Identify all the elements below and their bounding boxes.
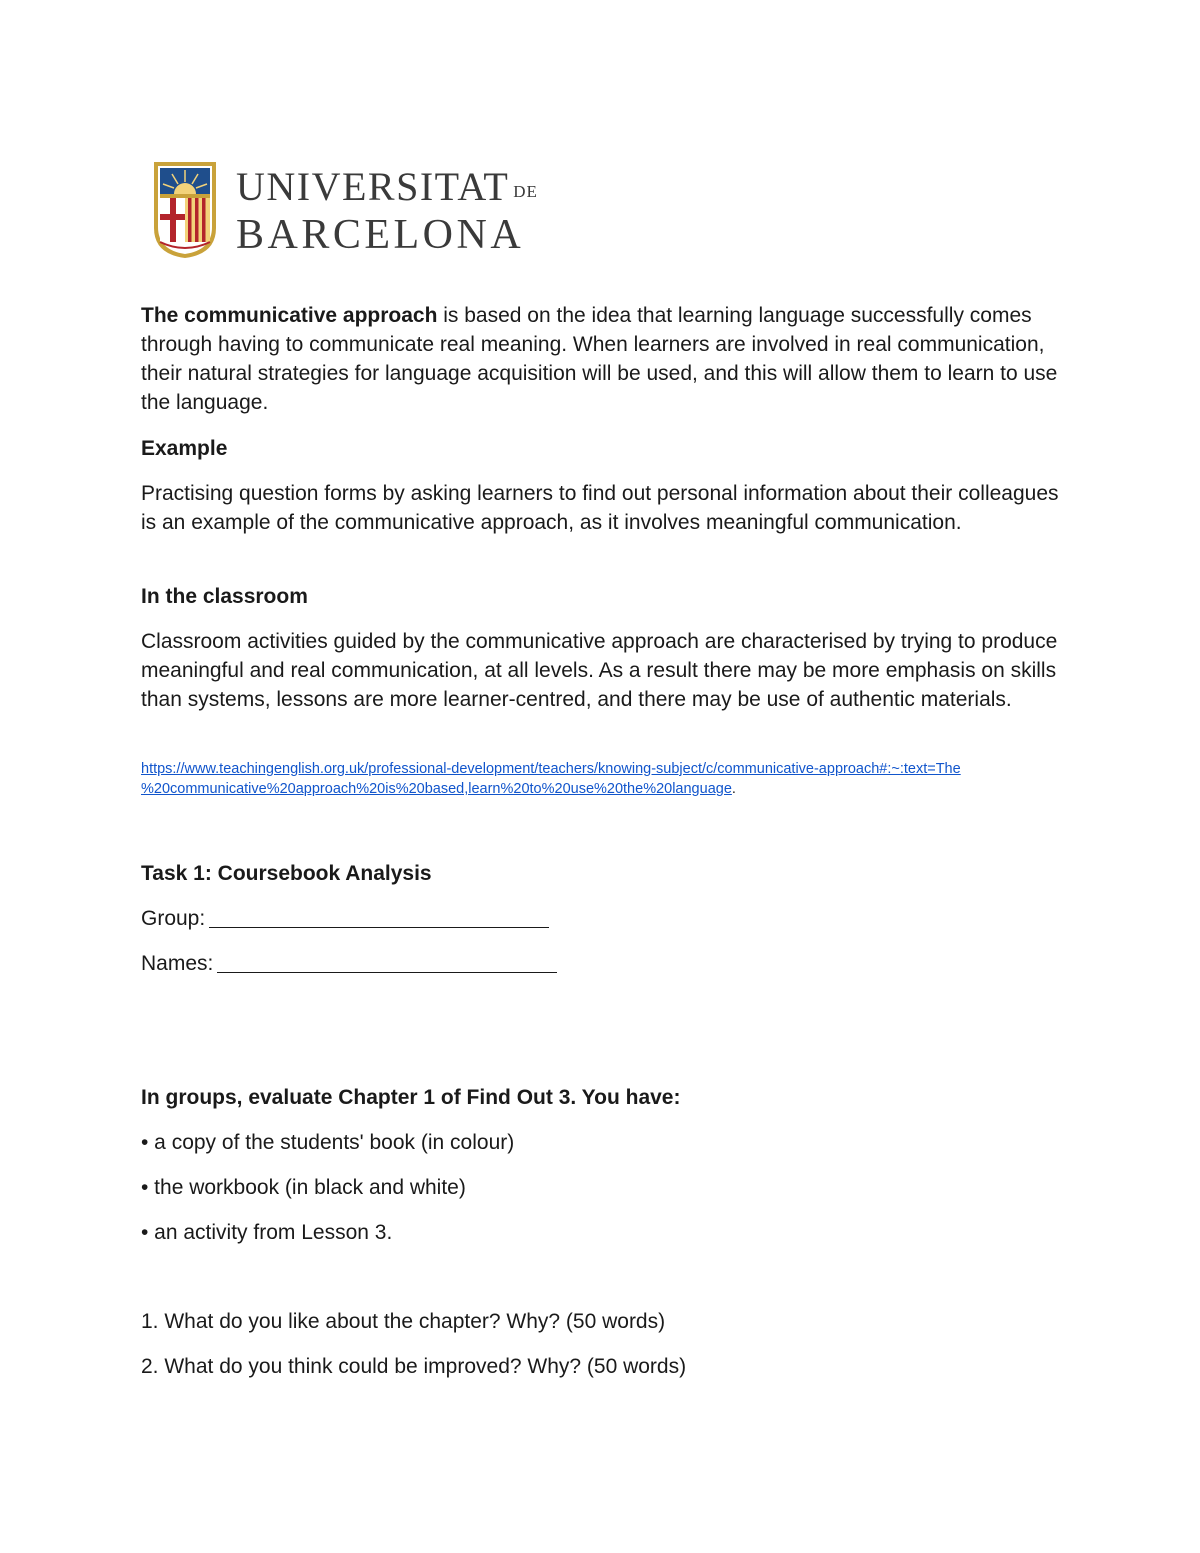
group-blank-field[interactable] bbox=[209, 907, 549, 928]
example-heading: Example bbox=[141, 437, 228, 460]
university-seal-icon bbox=[150, 158, 220, 262]
question-item: 2. What do you think could be improved? Why? (50 words) bbox=[141, 1355, 687, 1378]
names-label: Names: bbox=[141, 952, 214, 975]
bullet-item: • an activity from Lesson 3. bbox=[141, 1221, 393, 1244]
source-link-line1: https://www.teachingenglish.org.uk/professional-development/teachers/knowing-subject/c/communicative-approach#:~:text=The bbox=[141, 761, 961, 777]
classroom-heading: In the classroom bbox=[141, 585, 308, 608]
names-line bbox=[141, 949, 1061, 978]
logo-word-universitat: UNIVERSITAT bbox=[236, 164, 510, 209]
university-name bbox=[236, 166, 538, 257]
source-link-line2: %20communicative%20approach%20is%20based,learn%20to%20use%20the%20language bbox=[141, 781, 732, 797]
group-line bbox=[141, 904, 1061, 933]
intro-paragraph bbox=[141, 301, 1061, 417]
instructions-heading: In groups, evaluate Chapter 1 of Find Out 3. You have: bbox=[141, 1086, 681, 1109]
university-logo bbox=[150, 158, 538, 262]
logo-word-de: DE bbox=[513, 182, 538, 201]
logo-word-barcelona: BARCELONA bbox=[236, 212, 525, 258]
intro-rest: is based on the idea that learning language successfully comes through having to communicate real meaning. When learners are involved in real communication, their natural strategies for language acquisition will be used, and this will allow them to learn to use the language. bbox=[141, 304, 1058, 414]
task-title: Task 1: Coursebook Analysis bbox=[141, 862, 432, 885]
names-blank-field[interactable] bbox=[217, 952, 557, 973]
source-link[interactable] bbox=[141, 761, 961, 797]
bullet-item: • a copy of the students' book (in colour) bbox=[141, 1131, 515, 1154]
question-item: 1. What do you like about the chapter? Why? (50 words) bbox=[141, 1310, 666, 1333]
example-body: Practising question forms by asking learners to find out personal information about their colleagues is an example of the communicative approach, as it involves meaningful communication. bbox=[141, 482, 1059, 534]
source-link-block bbox=[141, 759, 1061, 799]
source-link-period: . bbox=[731, 781, 736, 797]
group-label: Group: bbox=[141, 907, 206, 930]
classroom-body: Classroom activities guided by the communicative approach are characterised by trying to produce meaningful and real communication, at all levels. As a result there may be more emphasis on skills than systems, lessons are more learner-centred, and there may be use of authentic materials. bbox=[141, 630, 1058, 711]
bullet-item: • the workbook (in black and white) bbox=[141, 1176, 466, 1199]
intro-term: The communicative approach bbox=[141, 304, 438, 327]
